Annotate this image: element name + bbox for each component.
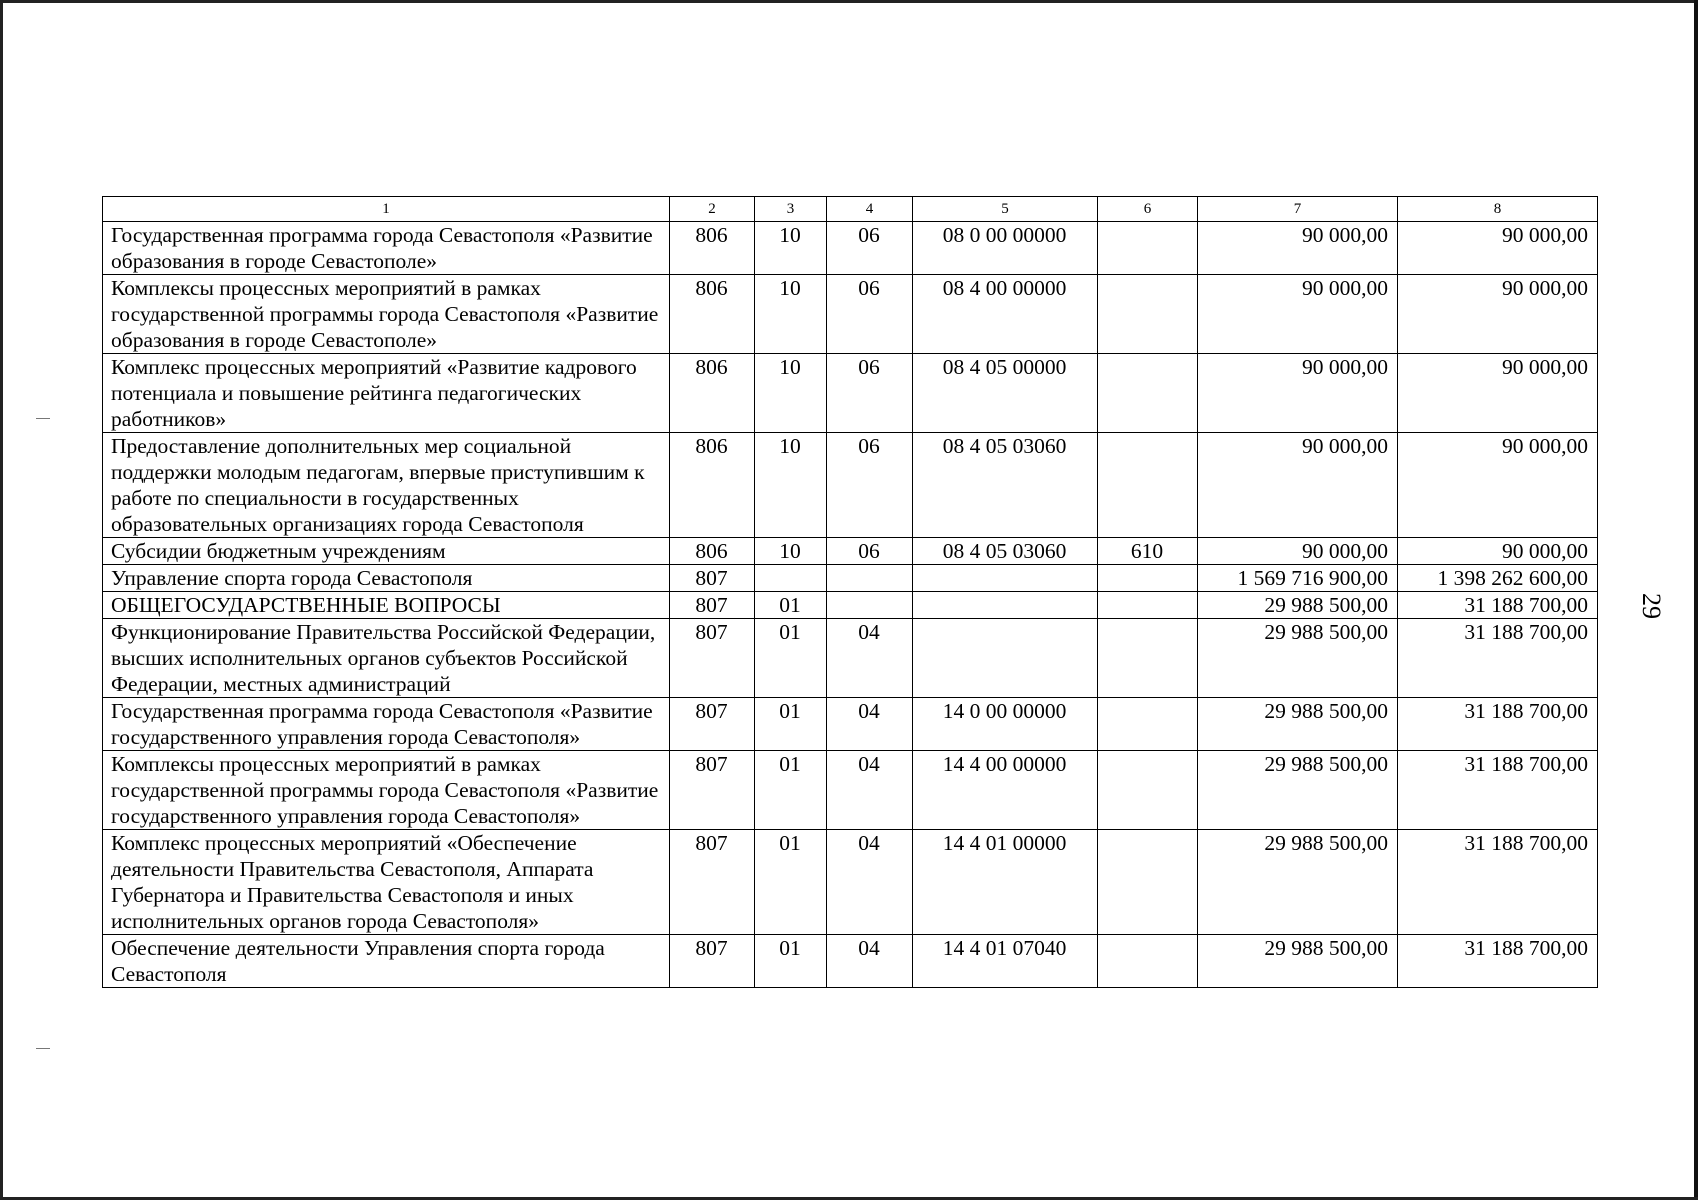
- header-row: [103, 197, 1598, 222]
- grbs-code-cell: 807: [670, 619, 755, 698]
- table-body: [103, 222, 1598, 988]
- target-article-cell: 08 4 00 00000: [913, 275, 1098, 354]
- row-name-cell: Комплексы процессных мероприятий в рамках государственной программы города Севастополя «Развитие образования в городе Севастополе»: [103, 275, 670, 354]
- table-row: [103, 830, 1598, 935]
- target-article-cell: [913, 565, 1098, 592]
- grbs-code-cell: 807: [670, 592, 755, 619]
- amount-year1-cell: 29 988 500,00: [1198, 751, 1398, 830]
- section-code-cell: 01: [755, 935, 827, 988]
- scan-edge-top: [0, 0, 1698, 3]
- table-row: [103, 751, 1598, 830]
- target-article-cell: 14 4 01 07040: [913, 935, 1098, 988]
- subsection-code-cell: 06: [827, 538, 913, 565]
- expense-type-cell: 610: [1098, 538, 1198, 565]
- expense-type-cell: [1098, 935, 1198, 988]
- section-code-cell: 10: [755, 538, 827, 565]
- target-article-cell: 08 4 05 00000: [913, 354, 1098, 433]
- row-name-cell: Государственная программа города Севастополя «Развитие государственного управления города Севастополя»: [103, 698, 670, 751]
- amount-year2-cell: 31 188 700,00: [1398, 751, 1598, 830]
- row-name-cell: Комплексы процессных мероприятий в рамках государственной программы города Севастополя «Развитие государственного управления города Севастополя»: [103, 751, 670, 830]
- table-row: [103, 619, 1598, 698]
- section-code-cell: 10: [755, 433, 827, 538]
- amount-year1-cell: 29 988 500,00: [1198, 830, 1398, 935]
- expense-type-cell: [1098, 565, 1198, 592]
- section-code-cell: 10: [755, 222, 827, 275]
- amount-year2-cell: 31 188 700,00: [1398, 935, 1598, 988]
- subsection-code-cell: 06: [827, 275, 913, 354]
- grbs-code-cell: 806: [670, 538, 755, 565]
- target-article-cell: [913, 619, 1098, 698]
- target-article-cell: 14 4 01 00000: [913, 830, 1098, 935]
- expense-type-cell: [1098, 433, 1198, 538]
- amount-year1-cell: 29 988 500,00: [1198, 619, 1398, 698]
- row-name-cell: Государственная программа города Севастополя «Развитие образования в городе Севастополе»: [103, 222, 670, 275]
- amount-year2-cell: 31 188 700,00: [1398, 619, 1598, 698]
- row-name-cell: Функционирование Правительства Российской Федерации, высших исполнительных органов субъектов Российской Федерации, местных администраций: [103, 619, 670, 698]
- section-code-cell: 01: [755, 698, 827, 751]
- grbs-code-cell: 807: [670, 698, 755, 751]
- section-code-cell: [755, 565, 827, 592]
- table-row: [103, 222, 1598, 275]
- header-cell: 2: [670, 197, 755, 222]
- expense-type-cell: [1098, 354, 1198, 433]
- row-name-cell: Предоставление дополнительных мер социальной поддержки молодым педагогам, впервые приступившим к работе по специальности в государственных образовательных организациях города Севастополя: [103, 433, 670, 538]
- grbs-code-cell: 807: [670, 565, 755, 592]
- amount-year2-cell: 31 188 700,00: [1398, 698, 1598, 751]
- row-name-cell: Субсидии бюджетным учреждениям: [103, 538, 670, 565]
- expense-type-cell: [1098, 698, 1198, 751]
- table-row: [103, 935, 1598, 988]
- header-cell: 6: [1098, 197, 1198, 222]
- expense-type-cell: [1098, 830, 1198, 935]
- table-row: [103, 538, 1598, 565]
- expense-type-cell: [1098, 275, 1198, 354]
- expense-type-cell: [1098, 751, 1198, 830]
- row-name-cell: Управление спорта города Севастополя: [103, 565, 670, 592]
- amount-year1-cell: 90 000,00: [1198, 433, 1398, 538]
- subsection-code-cell: 04: [827, 698, 913, 751]
- header-cell: 1: [103, 197, 670, 222]
- section-code-cell: 01: [755, 619, 827, 698]
- table-row: [103, 565, 1598, 592]
- expense-type-cell: [1098, 619, 1198, 698]
- grbs-code-cell: 806: [670, 433, 755, 538]
- target-article-cell: 14 4 00 00000: [913, 751, 1098, 830]
- section-code-cell: 01: [755, 592, 827, 619]
- amount-year1-cell: 90 000,00: [1198, 354, 1398, 433]
- grbs-code-cell: 807: [670, 935, 755, 988]
- amount-year2-cell: 90 000,00: [1398, 433, 1598, 538]
- subsection-code-cell: 06: [827, 433, 913, 538]
- amount-year2-cell: 31 188 700,00: [1398, 830, 1598, 935]
- header-cell: 3: [755, 197, 827, 222]
- expense-type-cell: [1098, 222, 1198, 275]
- subsection-code-cell: 06: [827, 354, 913, 433]
- grbs-code-cell: 806: [670, 275, 755, 354]
- row-name-cell: ОБЩЕГОСУДАРСТВЕННЫЕ ВОПРОСЫ: [103, 592, 670, 619]
- row-name-cell: Обеспечение деятельности Управления спорта города Севастополя: [103, 935, 670, 988]
- amount-year1-cell: 29 988 500,00: [1198, 935, 1398, 988]
- amount-year2-cell: 31 188 700,00: [1398, 592, 1598, 619]
- row-name-cell: Комплекс процессных мероприятий «Обеспечение деятельности Правительства Севастополя, Аппарата Губернатора и Правительства Севастополя и иных исполнительных органов города Севастополя»: [103, 830, 670, 935]
- header-cell: 4: [827, 197, 913, 222]
- target-article-cell: 08 4 05 03060: [913, 538, 1098, 565]
- header-cell: 8: [1398, 197, 1598, 222]
- subsection-code-cell: [827, 592, 913, 619]
- subsection-code-cell: 04: [827, 830, 913, 935]
- scan-edge-right: [1694, 0, 1698, 1200]
- row-name-cell: Комплекс процессных мероприятий «Развитие кадрового потенциала и повышение рейтинга педагогических работников»: [103, 354, 670, 433]
- amount-year2-cell: 90 000,00: [1398, 354, 1598, 433]
- page-number: 29: [1637, 593, 1666, 619]
- subsection-code-cell: 04: [827, 935, 913, 988]
- scan-edge-left: [0, 0, 3, 1200]
- budget-table: [102, 196, 1598, 988]
- amount-year1-cell: 90 000,00: [1198, 275, 1398, 354]
- subsection-code-cell: 06: [827, 222, 913, 275]
- margin-mark: [36, 1048, 50, 1049]
- expense-type-cell: [1098, 592, 1198, 619]
- target-article-cell: 08 4 05 03060: [913, 433, 1098, 538]
- header-cell: 5: [913, 197, 1098, 222]
- target-article-cell: [913, 592, 1098, 619]
- amount-year2-cell: 90 000,00: [1398, 538, 1598, 565]
- table-row: [103, 433, 1598, 538]
- table-row: [103, 275, 1598, 354]
- amount-year1-cell: 1 569 716 900,00: [1198, 565, 1398, 592]
- grbs-code-cell: 807: [670, 751, 755, 830]
- subsection-code-cell: [827, 565, 913, 592]
- section-code-cell: 10: [755, 275, 827, 354]
- section-code-cell: 01: [755, 830, 827, 935]
- table-row: [103, 698, 1598, 751]
- subsection-code-cell: 04: [827, 619, 913, 698]
- subsection-code-cell: 04: [827, 751, 913, 830]
- amount-year1-cell: 90 000,00: [1198, 538, 1398, 565]
- amount-year2-cell: 90 000,00: [1398, 222, 1598, 275]
- header-cell: 7: [1198, 197, 1398, 222]
- amount-year1-cell: 29 988 500,00: [1198, 698, 1398, 751]
- margin-mark: [36, 418, 50, 419]
- amount-year1-cell: 29 988 500,00: [1198, 592, 1398, 619]
- section-code-cell: 10: [755, 354, 827, 433]
- grbs-code-cell: 807: [670, 830, 755, 935]
- grbs-code-cell: 806: [670, 222, 755, 275]
- amount-year1-cell: 90 000,00: [1198, 222, 1398, 275]
- target-article-cell: 08 0 00 00000: [913, 222, 1098, 275]
- amount-year2-cell: 1 398 262 600,00: [1398, 565, 1598, 592]
- amount-year2-cell: 90 000,00: [1398, 275, 1598, 354]
- table-row: [103, 592, 1598, 619]
- grbs-code-cell: 806: [670, 354, 755, 433]
- section-code-cell: 01: [755, 751, 827, 830]
- target-article-cell: 14 0 00 00000: [913, 698, 1098, 751]
- table-row: [103, 354, 1598, 433]
